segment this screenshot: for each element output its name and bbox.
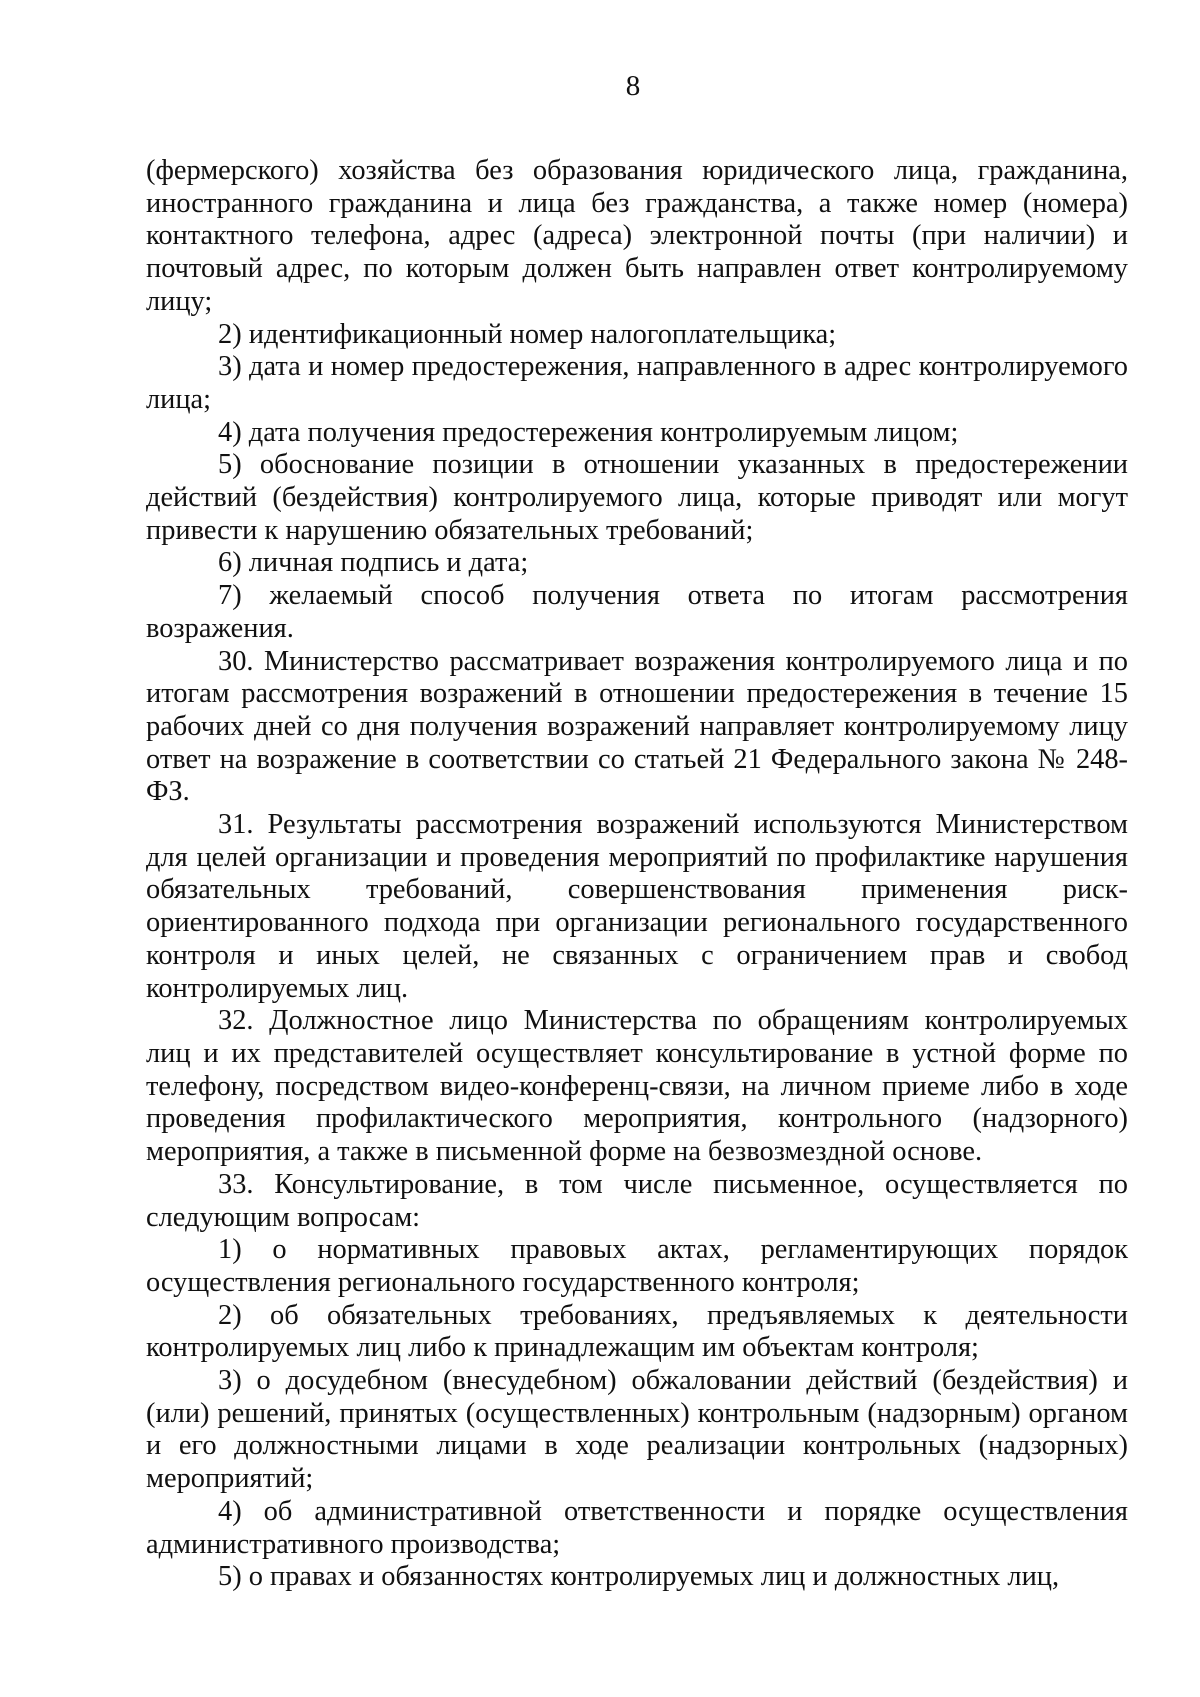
clause-30: 30. Министерство рассматривает возражения контролируемого лица и по итогам рассмотрения возражений в отношении предостережения в течение 15 рабочих дней со дня получения возражений направляет контролируемому лицу ответ на возражение в соответствии со статьей 21 Федерального закона № 248-ФЗ. <box>146 645 1128 808</box>
consult-item-4: 4) об административной ответственности и порядке осуществления административного производства; <box>146 1495 1128 1560</box>
consult-item-2: 2) об обязательных требованиях, предъявляемых к деятельности контролируемых лиц либо к принадлежащим им объектам контроля; <box>146 1299 1128 1364</box>
clause-32: 32. Должностное лицо Министерства по обращениям контролируемых лиц и их представителей осуществляет консультирование в устной форме по телефону, посредством видео-конференц-связи, на личном приеме либо в ходе проведения профилактического мероприятия, контрольного (надзорного) мероприятия, а также в письменной форме на безвозмездной основе. <box>146 1005 1128 1168</box>
paragraph-continuation: (фермерского) хозяйства без образования юридического лица, гражданина, иностранного гражданина и лица без гражданства, а также номер (номера) контактного телефона, адрес (адреса) электронной почты (при наличии) и почтовый адрес, по которым должен быть направлен ответ контролируемому лицу; <box>146 155 1128 317</box>
clause-33: 33. Консультирование, в том числе письменное, осуществляется по следующим вопросам: <box>146 1168 1128 1233</box>
consult-item-5: 5) о правах и обязанностях контролируемых лиц и должностных лиц, <box>218 1561 1060 1593</box>
clause-31: 31. Результаты рассмотрения возражений используются Министерством для целей организации и проведения мероприятий по профилактике нарушения обязательных требований, совершенствования применения риск-ориентированного подхода при организации регионального государственного контроля и иных целей, не связанных с ограничением прав и свобод контролируемых лиц. <box>146 809 1128 1004</box>
list-item-4: 4) дата получения предостережения контролируемым лицом; <box>218 416 959 448</box>
list-item-2: 2) идентификационный номер налогоплательщика; <box>218 318 837 350</box>
list-item-6: 6) личная подпись и дата; <box>218 547 529 579</box>
list-item-5: 5) обоснование позиции в отношении указанных в предостережении действий (бездействия) контролируемого лица, которые приводят или могут привести к нарушению обязательных требований; <box>146 449 1128 546</box>
list-item-3: 3) дата и номер предостережения, направленного в адрес контролируемого лица; <box>146 351 1128 415</box>
page-number: 8 <box>625 70 641 102</box>
list-item-7: 7) желаемый способ получения ответа по итогам рассмотрения возражения. <box>146 580 1128 644</box>
document-body <box>146 155 1128 1594</box>
consult-item-1: 1) о нормативных правовых актах, регламентирующих порядок осуществления регионального государственного контроля; <box>146 1234 1128 1298</box>
consult-item-3: 3) о досудебном (внесудебном) обжаловании действий (бездействия) и (или) решений, принятых (осуществленных) контрольным (надзорным) органом и его должностными лицами в ходе реализации контрольных (надзорных) мероприятий; <box>146 1365 1128 1495</box>
